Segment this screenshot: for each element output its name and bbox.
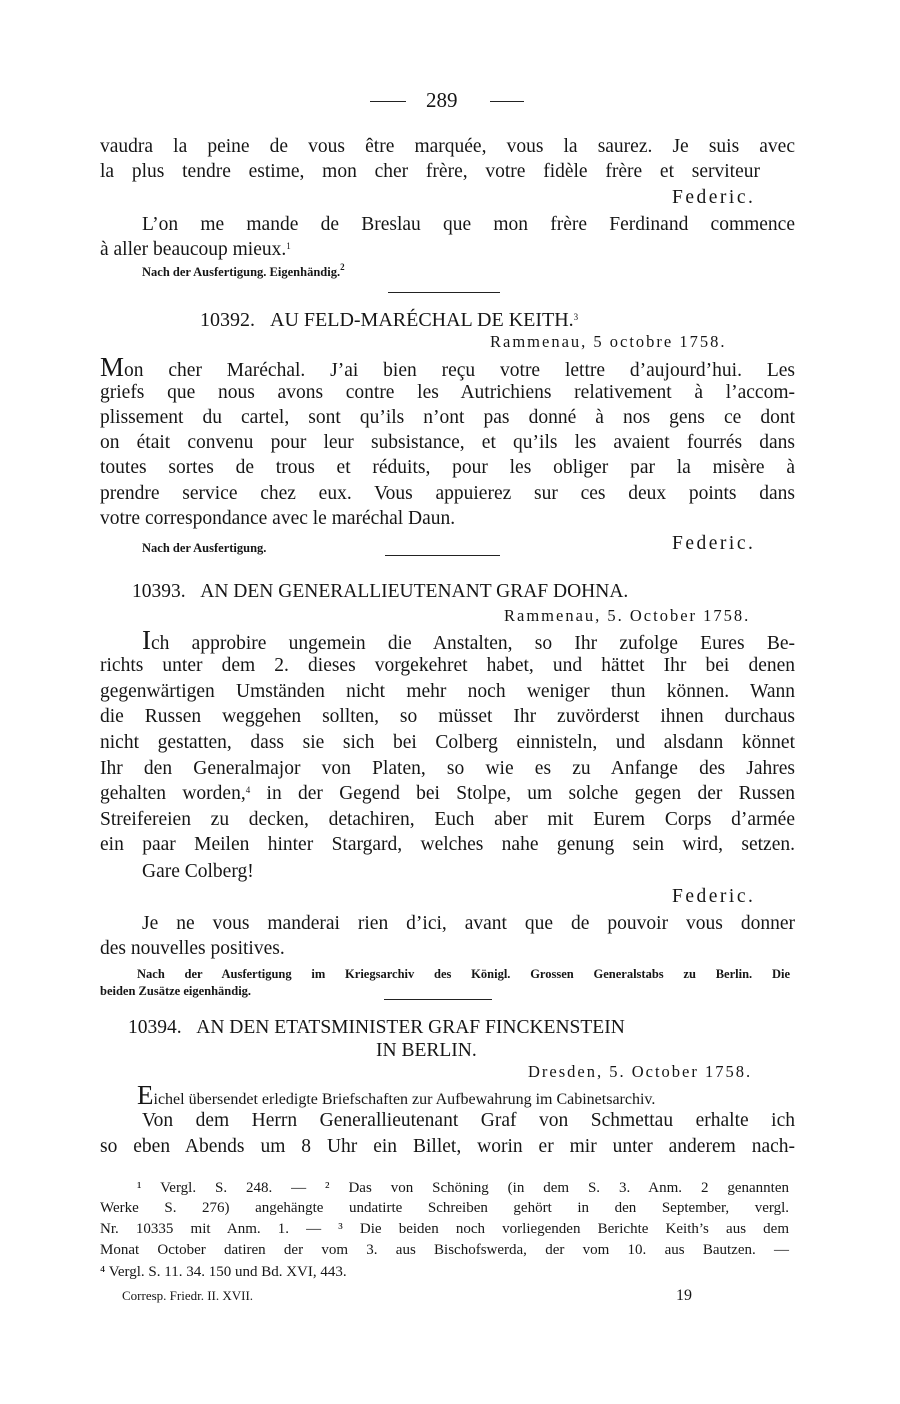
body-line: prendre service chez eux. Vous appuierez sur ces deux points dans — [100, 483, 795, 504]
footnote-marker: 3 — [573, 312, 579, 322]
initial-letter: E — [137, 1080, 154, 1110]
footnote-marker: 4 — [245, 785, 251, 795]
source-note: Nach der Ausfertigung. — [142, 541, 267, 555]
page-number: 289 — [426, 88, 458, 112]
section-divider — [384, 999, 492, 1000]
body-line: nicht gestatten, dass sie sich bei Colberg einnisteln, und alsdann könnet — [100, 732, 795, 753]
summary-text: ichel übersendet erledigte Briefschaften zur Aufbewahrung im Cabinetsarchiv. — [153, 1091, 656, 1108]
signature: Federic. — [672, 187, 756, 208]
body-line: votre correspondance avec le maréchal Daun. — [100, 508, 456, 529]
body-line: die Russen weggehen sollten, so müsset Ihr zuvörderst ihnen durchaus — [100, 706, 795, 727]
source-note: beiden Zusätze eigenhändig. — [100, 984, 252, 998]
signature-mark: Corresp. Friedr. II. XVII. — [122, 1288, 254, 1303]
body-text: ch approbire ungemein die Anstalten, so Ihr zufolge Eures Be- — [151, 633, 795, 654]
body-line: vaudra la peine de vous être marquée, vous la saurez. Je suis avec — [100, 136, 795, 157]
letter-title: AN DEN ETATSMINISTER GRAF FINCKENSTEIN — [196, 1017, 625, 1038]
letter-heading — [200, 308, 578, 332]
body-text: gehalten worden, — [100, 783, 246, 804]
footnote-marker: 1 — [286, 241, 291, 251]
initial-letter: I — [142, 625, 151, 655]
body-line: gegenwärtigen Umständen nicht mehr noch weniger thun können. Wann — [100, 681, 795, 702]
letter-title: AN DEN GENERALLIEUTENANT GRAF DOHNA. — [200, 581, 629, 602]
body-line — [100, 352, 795, 383]
letter-title: AU FELD-MARÉCHAL DE KEITH. — [270, 309, 574, 331]
place-date: Rammenau, 5 octobre 1758. — [490, 332, 727, 351]
header-rule-left — [370, 101, 406, 102]
section-divider — [388, 292, 500, 293]
body-line — [142, 625, 795, 656]
body-line: la plus tendre estime, mon cher frère, votre fidèle frère et serviteur — [100, 161, 760, 182]
body-line: plissement du cartel, sont qu’ils n’ont pas donné à nos gens ce dont — [100, 407, 795, 428]
body-line: on était convenu pour leur subsistance, et qu’ils les avaient fourrés dans — [100, 432, 795, 453]
footnote-line: ¹ Vergl. S. 248. — ² Das von Schöning (in dem S. 3. Anm. 2 genannten — [137, 1180, 789, 1196]
footnote-line: Werke S. 276) angehängte undatirte Schreiben gehört in den September, vergl. — [100, 1200, 789, 1216]
body-line: Ihr den Generalmajor von Platen, so wie es zu Anfange des Jahres — [100, 758, 795, 779]
signature: Federic. — [672, 886, 756, 907]
body-line — [100, 782, 795, 806]
place-date: Rammenau, 5. October 1758. — [504, 606, 751, 625]
body-text: in der Gegend bei Stolpe, um solche gegen der Russen — [266, 783, 796, 804]
letter-number: 10393. — [132, 581, 186, 602]
source-note — [142, 264, 345, 280]
body-line: Streifereien zu decken, detachiren, Euch aber mit Eurem Corps d’armée — [100, 809, 795, 830]
header-rule-right — [490, 101, 524, 102]
postscript-text: à aller beaucoup mieux. — [100, 239, 287, 260]
postscript-line: Je ne vous manderai rien d’ici, avant que de pouvoir vous donner — [142, 913, 795, 934]
summary-line — [137, 1080, 656, 1112]
letter-title-line-2: IN BERLIN. — [376, 1040, 477, 1061]
footnote-line: Nr. 10335 mit Anm. 1. — ³ Die beiden noch vorliegenden Berichte Keith’s aus dem — [100, 1221, 789, 1237]
letter-number: 10394. — [128, 1017, 182, 1038]
body-line: richts unter dem 2. dieses vorgekehret habet, und hättet Ihr bei denen — [100, 655, 795, 676]
initial-letter: M — [100, 352, 125, 382]
postscript-line: L’on me mande de Breslau que mon frère Ferdinand commence — [142, 214, 795, 235]
letter-heading — [128, 1016, 625, 1040]
signature: Federic. — [672, 533, 756, 554]
sheet-number: 19 — [676, 1287, 692, 1304]
place-date: Dresden, 5. October 1758. — [528, 1062, 753, 1081]
body-line: Von dem Herrn Generallieutenant Graf von Schmettau erhalte ich — [142, 1110, 795, 1131]
source-note-text: Nach der Ausfertigung. Eigenhändig. — [142, 265, 341, 279]
postscript-line — [100, 238, 291, 262]
body-line: so eben Abends um 8 Uhr ein Billet, worin er mir unter anderem nach- — [100, 1136, 795, 1157]
footnote-line: ⁴ Vergl. S. 11. 34. 150 und Bd. XVI, 443. — [100, 1264, 347, 1280]
body-line: griefs que nous avons contre les Autrichiens relativement à l’accom- — [100, 382, 795, 403]
closing-line: Gare Colberg! — [142, 861, 254, 882]
body-line: toutes sortes de trous et réduits, pour les obliger par la misère à — [100, 457, 795, 478]
footnote-line: Monat October datiren der vom 3. aus Bischofswerda, der vom 10. aus Bautzen. — — [100, 1242, 789, 1258]
body-text: on cher Maréchal. J’ai bien reçu votre lettre d’aujourd’hui. Les — [124, 360, 795, 381]
letter-heading — [132, 580, 628, 604]
source-note: Nach der Ausfertigung im Kriegsarchiv des Königl. Grossen Generalstabs zu Berlin. Die — [137, 967, 790, 981]
postscript-line: des nouvelles positives. — [100, 938, 285, 959]
section-divider — [385, 555, 500, 556]
body-line: ein paar Meilen hinter Stargard, welches nahe genung sein wird, setzen. — [100, 834, 795, 855]
letter-number: 10392. — [200, 309, 255, 331]
footnote-marker: 2 — [340, 262, 345, 272]
